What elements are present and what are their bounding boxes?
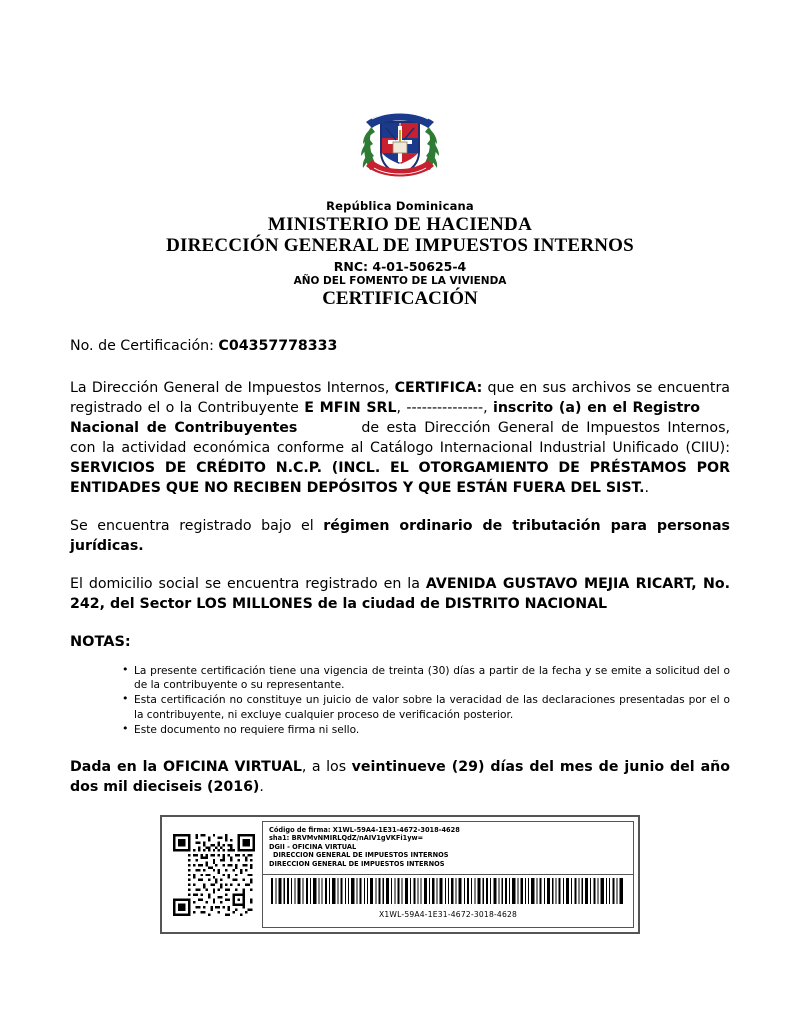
signature-text-lines xyxy=(263,822,633,874)
digital-signature-block xyxy=(160,815,640,934)
crest-container xyxy=(70,0,730,196)
p1-text-6: . xyxy=(644,480,649,496)
country-name: República Dominicana xyxy=(326,199,474,213)
signature-code-line: Código de firma: X1WL-59A4-1E31-4672-3018-4628 xyxy=(269,826,460,835)
notas-heading: NOTAS: xyxy=(70,634,131,650)
certification-number-line xyxy=(70,336,730,356)
notas-list xyxy=(70,664,730,737)
year-slogan: AÑO DEL FOMENTO DE LA VIVIENDA xyxy=(293,275,507,287)
document-header xyxy=(70,199,730,310)
tax-regime: régimen ordinario de tributación para personas jurídicas. xyxy=(70,518,731,554)
certification-number-value: C04357778333 xyxy=(218,338,338,354)
barcode-caption: X1WL-59A4-1E31-4672-3018-4628 xyxy=(378,910,518,920)
agency-rnc: RNC: 4-01-50625-4 xyxy=(333,259,467,274)
paragraph-address xyxy=(70,574,730,614)
qr-code-cell xyxy=(166,821,262,928)
taxpayer-name: E MFIN SRL xyxy=(304,400,397,416)
p1-text-2: que en sus archivos se encuentra registrado el o la Contribuyente xyxy=(70,380,730,416)
certifica-keyword: CERTIFICA: xyxy=(394,380,483,396)
barcode-cell xyxy=(263,874,633,927)
certification-number-label: No. de Certificación: xyxy=(70,338,214,354)
p1-text-3: , xyxy=(396,400,407,416)
closing-text-2: , a los xyxy=(301,759,352,776)
p2-text-1: Se encuentra registrado bajo el xyxy=(70,518,324,534)
qr-code-icon xyxy=(173,834,255,916)
signature-sha1-line: sha1: BRVMvNMIRLQdZ/nAIV1gVKFi1yw= xyxy=(269,834,424,843)
signature-dgii-line: DGII - OFICINA VIRTUAL xyxy=(269,842,357,851)
list-item: • La presente certificación tiene una vigencia de treinta (30) días a partir de la fecha y se emite a solicitud del o de la contribuyente o su representante. xyxy=(122,664,730,692)
placeholder-dashes: --------------- xyxy=(406,400,484,416)
p3-text-1: El domicilio social se encuentra registrado en la xyxy=(70,576,426,592)
coat-of-arms-icon xyxy=(348,92,452,196)
list-item: • Este documento no requiere firma ni sello. xyxy=(122,723,730,737)
registro-word: Registro xyxy=(632,400,700,416)
closing-text-4: . xyxy=(259,779,264,796)
document-body xyxy=(70,336,730,934)
closing-text-1: Dada en la OFICINA VIRTUAL xyxy=(70,759,302,776)
p1-text-4: , xyxy=(483,400,493,416)
document-type-title: CERTIFICACIÓN xyxy=(322,288,478,309)
signature-org-line-1: DIRECCION GENERAL DE IMPUESTOS INTERNOS xyxy=(273,851,449,860)
registered-address: AVENIDA GUSTAVO MEJIA RICART, No. 242, del Sector LOS MILLONES de la ciudad de DISTRITO NACIONAL xyxy=(70,576,730,612)
ministry-name: MINISTERIO DE HACIENDA xyxy=(267,214,533,235)
inscrito-phrase: inscrito (a) en el xyxy=(492,400,628,416)
signature-details-panel xyxy=(262,821,634,928)
economic-activity: SERVICIOS DE CRÉDITO N.C.P. (INCL. EL OTORGAMIENTO DE PRÉSTAMOS POR ENTIDADES QUE NO RECIBEN DEPÓSITOS Y QUE ESTÁN FUERA DEL SIST. xyxy=(70,460,730,496)
paragraph-certifica xyxy=(70,378,730,498)
paragraph-regime xyxy=(70,516,730,556)
agency-name: DIRECCIÓN GENERAL DE IMPUESTOS INTERNOS xyxy=(166,235,634,256)
signature-org-line-2: DIRECCION GENERAL DE IMPUESTOS INTERNOS xyxy=(269,859,445,868)
p1-text-5: de esta Dirección General de Impuestos Internos, con la actividad económica conforme al Catálogo Internacional Industrial Unificado (CIIU): xyxy=(70,420,731,456)
rnc-registry-name: Nacional de Contribuyentes xyxy=(70,420,298,436)
closing-statement xyxy=(70,757,730,797)
p1-text-1: La Dirección General de Impuestos Internos, xyxy=(70,380,395,396)
list-item: • Esta certificación no constituye un juicio de valor sobre la veracidad de las declaraciones presentadas por el o la contribuyente, ni excluye cualquier proceso de verificación posterior. xyxy=(122,693,730,721)
barcode-icon xyxy=(269,878,627,904)
closing-date: veintinueve (29) días del mes de junio del año dos mil dieciseis (2016) xyxy=(70,759,730,796)
